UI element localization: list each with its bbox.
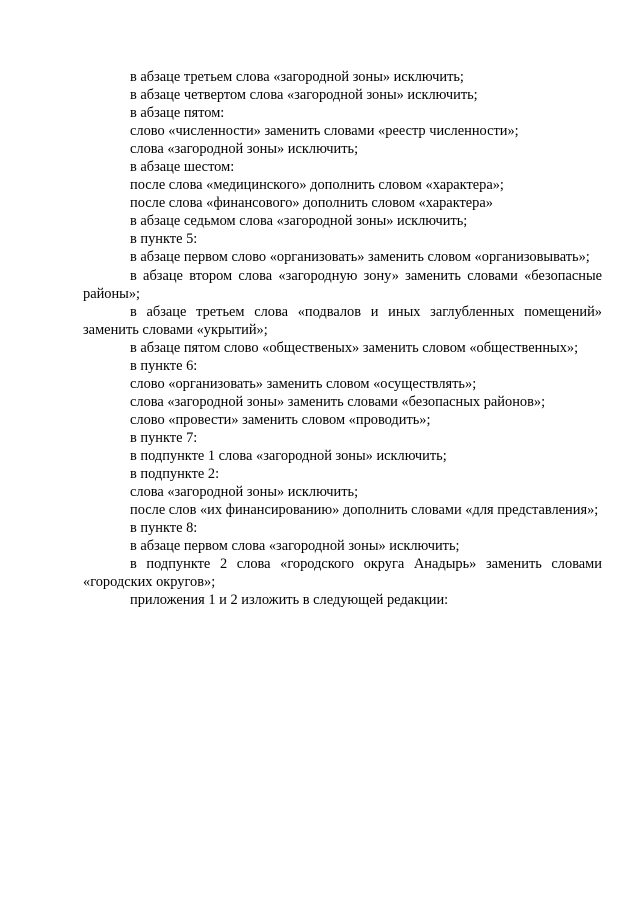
paragraph: в пункте 6: [130, 357, 198, 374]
paragraph: слово «организовать» заменить словом «осуществлять»; [130, 375, 477, 392]
paragraph: в абзаце первом слова «загородной зоны» исключить; [130, 538, 460, 555]
paragraph: в подпункте 2: [130, 466, 220, 483]
paragraph: слова «загородной зоны» исключить; [130, 484, 359, 501]
paragraph: после слова «финансового» дополнить словом «характера» [130, 195, 493, 212]
paragraph: в абзаце пятом слово «общественых» заменить словом «общественных»; [130, 339, 579, 356]
paragraph: слова «загородной зоны» заменить словами «безопасных районов»; [130, 393, 546, 410]
paragraph: в абзаце пятом: [130, 105, 225, 122]
paragraph: в абзаце втором слова «загородную зону» заменить словами «безопасные районы»; [83, 267, 602, 302]
paragraph: в абзаце четвертом слова «загородной зоны» исключить; [130, 87, 478, 104]
paragraph: в подпункте 2 слова «городского округа Анадырь» заменить словами «городских округов»; [83, 556, 602, 591]
paragraph: в пункте 7: [130, 429, 198, 446]
paragraph: приложения 1 и 2 изложить в следующей редакции: [130, 592, 449, 609]
paragraph: в пункте 5: [130, 231, 198, 248]
paragraph: в абзаце первом слово «организовать» заменить словом «организовывать»; [130, 249, 590, 266]
paragraph: слова «загородной зоны» исключить; [130, 141, 359, 158]
paragraph: в абзаце шестом: [130, 159, 235, 176]
paragraph: слово «провести» заменить словом «проводить»; [130, 411, 431, 428]
paragraph: в подпункте 1 слова «загородной зоны» исключить; [130, 447, 447, 464]
paragraph: в абзаце седьмом слова «загородной зоны» исключить; [130, 213, 468, 230]
document-body [83, 68, 602, 609]
paragraph: после слов «их финансированию» дополнить словами «для представления»; [130, 502, 599, 519]
paragraph: слово «численности» заменить словами «реестр численности»; [130, 123, 519, 140]
paragraph: после слова «медицинского» дополнить словом «характера»; [130, 177, 504, 194]
paragraph: в пункте 8: [130, 520, 198, 537]
paragraph: в абзаце третьем слова «подвалов и иных заглубленных помещений» заменить словами «укрытий»; [83, 303, 602, 338]
paragraph: в абзаце третьем слова «загородной зоны» исключить; [130, 69, 464, 85]
